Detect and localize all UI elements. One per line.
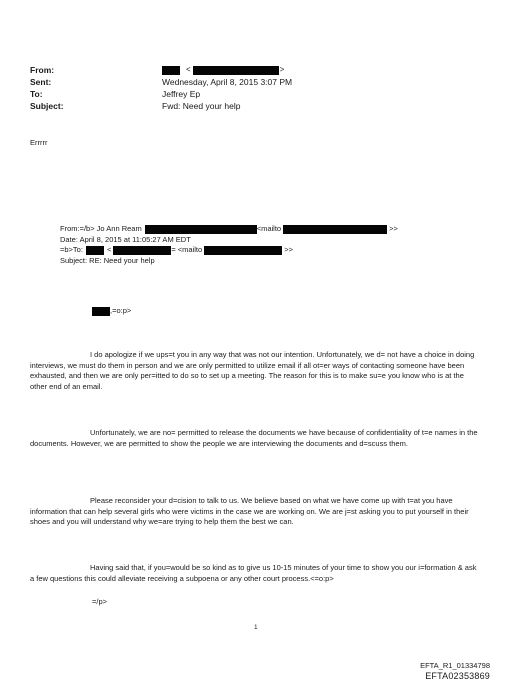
fwd-to-row: [60, 245, 398, 256]
fwd-from-end: >>: [389, 224, 398, 233]
to-value: Jeffrey Ep: [162, 89, 201, 99]
header-from-row: [30, 64, 292, 76]
fwd-to-end: >>: [284, 245, 293, 254]
sent-label: Sent:: [30, 77, 52, 87]
redaction-box: [145, 225, 257, 234]
forwarded-header: [60, 224, 398, 266]
redaction-box: [92, 307, 110, 316]
redaction-box: [193, 66, 279, 75]
fwd-date-row: [60, 235, 398, 246]
redaction-box: [113, 246, 171, 255]
fwd-subject: Subject: RE: Need your help: [60, 255, 155, 265]
body-paragraph: Having said that, if you=would be so kind as to give us 10-15 minutes of your time to show you our i=formation & ask a few questions this could alleviate receiving a subpoena or any other court process.<=o:p>: [30, 563, 477, 583]
header-to-row: [30, 88, 292, 100]
fwd-from-mailto: <mailto: [256, 224, 282, 233]
salutation-suffix: ,=o:p>: [110, 306, 132, 315]
from-value: [162, 64, 284, 76]
subject-label: Subject:: [30, 101, 64, 111]
efta-code-secondary: EFTA02353869: [425, 671, 490, 681]
header-subject-row: [30, 100, 292, 112]
salutation: [92, 306, 131, 317]
body-paragraph: I do apologize if we ups=t you in any way that was not our intention. Unfortunately, we d= not have a choice in doing interviews, we must do them in person and we are only permitted to utilize email if all ot=er ways of contacting someone have been exhausted, and then we are only per=itted to do so to set up a meeting. The reason for this is to make su=e you know who is at the other end of an email.: [30, 350, 475, 392]
fwd-to-prefix: =b>To:: [60, 245, 83, 254]
fwd-from-prefix: From:=/b> Jo Ann Ream: [60, 224, 142, 233]
body-paragraph: Unfortunately, we are no= permitted to release the documents we have because of confidentiality of t=e names in the documents. However, we are permitted to show the people we are interviewing the documents and d=scuss them.: [30, 428, 478, 448]
greeting: Errrrr: [30, 138, 48, 147]
to-label: To:: [30, 89, 43, 99]
redaction-box: [283, 225, 387, 234]
fwd-from-row: [60, 224, 398, 235]
fwd-to-lt: <: [106, 245, 112, 254]
fwd-date: Date: April 8, 2015 at 11:05:27 AM EDT: [60, 234, 191, 244]
closing-text: =/p>: [92, 597, 108, 606]
from-gt: >: [279, 65, 285, 74]
fwd-subject-row: [60, 256, 398, 267]
efta-code-primary: EFTA_R1_01334798: [420, 661, 490, 670]
from-label: From:: [30, 65, 55, 75]
header-sent-row: [30, 76, 292, 88]
redaction-box: [204, 246, 282, 255]
fwd-to-mailto: = <mailto: [171, 245, 203, 254]
from-lt: <: [186, 65, 191, 74]
body-paragraph: Please reconsider your d=cision to talk to us. We believe based on what we have come up with t=at you have information that can help several girls who were victims in the case we are working on. We are j=st asking you to put yourself in their shoes and you will understand why we=are trying to help them the best we can.: [30, 496, 469, 527]
subject-value: Fwd: Need your help: [162, 101, 241, 111]
redaction-box: [162, 66, 180, 75]
sent-value: Wednesday, April 8, 2015 3:07 PM: [162, 77, 293, 87]
page-number: 1: [254, 624, 258, 631]
redaction-box: [86, 246, 104, 255]
email-header: [30, 64, 292, 112]
